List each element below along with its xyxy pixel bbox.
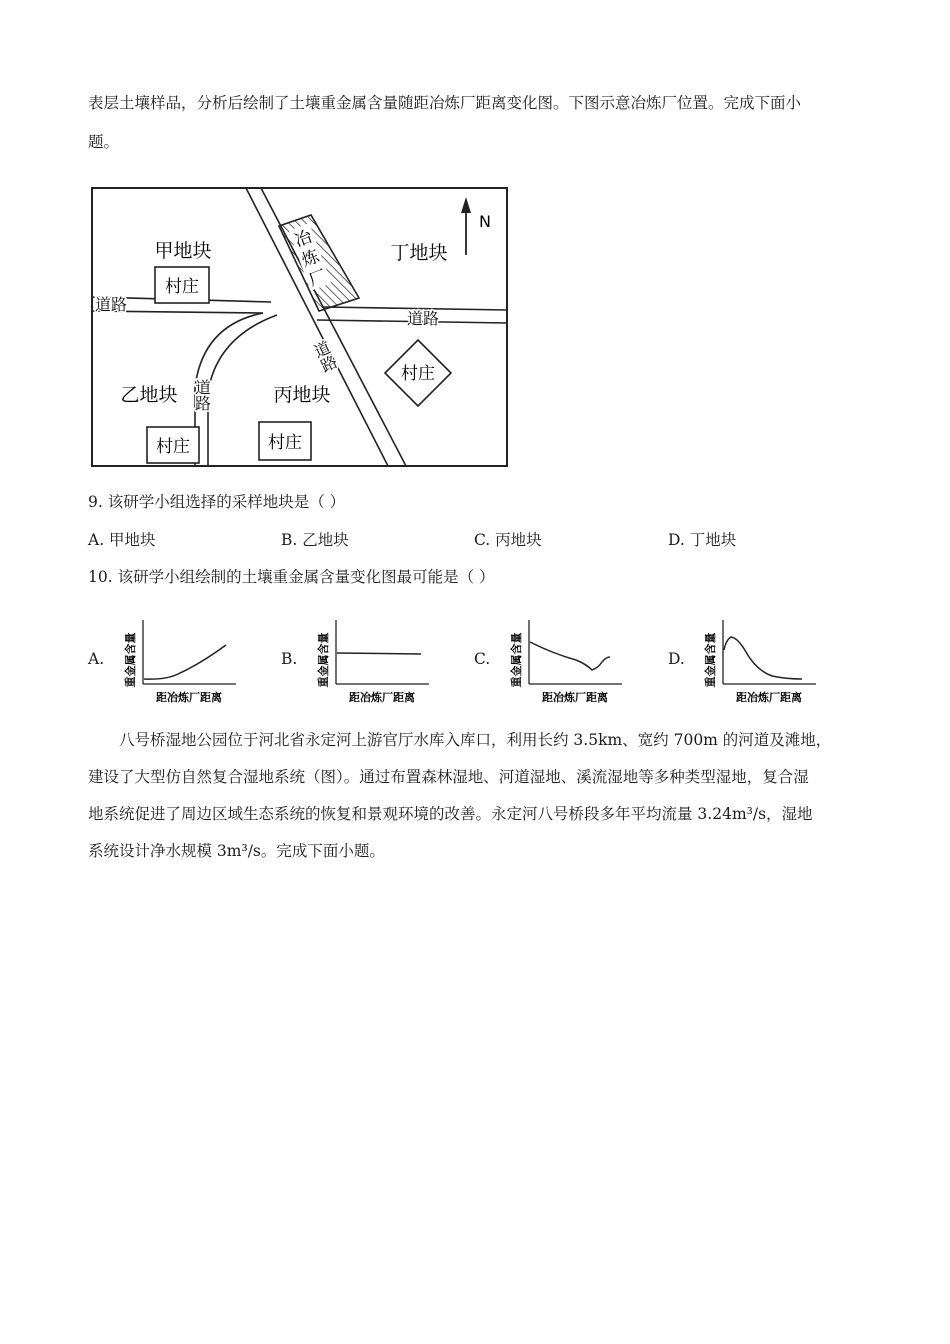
q9-option-b[interactable]: B. 乙地块 <box>281 531 349 549</box>
curve-dip-rise <box>530 642 610 670</box>
q10-option-a-letter[interactable]: A. <box>88 650 105 668</box>
passage-line-4: 系统设计净水规模 3m³/s。完成下面小题。 <box>88 842 385 860</box>
plot-bing-label: 丙地块 <box>273 384 331 406</box>
q9-option-c[interactable]: C. 丙地块 <box>474 531 542 549</box>
q9-option-a[interactable]: A. 甲地块 <box>88 531 156 549</box>
curve-peak-decay <box>724 637 802 679</box>
intro-line-2: 题。 <box>88 133 120 151</box>
smelter-location-map <box>91 187 508 467</box>
q10-option-c-letter[interactable]: C. <box>474 650 491 668</box>
passage-line-3: 地系统促进了周边区域生态系统的恢复和景观环境的改善。永定河八号桥段多年平均流量 3.24m³/s，湿地 <box>88 805 813 823</box>
curve-increasing <box>144 645 226 679</box>
road-label-east: 道路 <box>407 309 440 328</box>
plot-jia-label: 甲地块 <box>154 240 212 262</box>
village-bing <box>259 422 311 460</box>
road-label-west: 道路 <box>95 295 128 314</box>
svg-text:距冶炼厂距离: 距冶炼厂距离 <box>156 691 222 704</box>
q10-option-d-letter[interactable]: D. <box>668 650 685 668</box>
svg-text:距冶炼厂距离: 距冶炼厂距离 <box>736 691 802 704</box>
smelter-label-1: 冶 <box>292 226 315 252</box>
svg-text:重金属含量: 重金属含量 <box>704 632 717 688</box>
svg-text:重金属含量: 重金属含量 <box>124 632 137 688</box>
road-label-diagonal: 道路 <box>309 338 340 376</box>
passage-line-2: 建设了大型仿自然复合湿地系统（图）。通过布置森林湿地、河道湿地、溪流湿地等多种类型湿地，复合湿 <box>88 768 809 786</box>
plot-yi-label: 乙地块 <box>120 384 178 406</box>
svg-text:重金属含量: 重金属含量 <box>510 632 523 688</box>
svg-text:距冶炼厂距离: 距冶炼厂距离 <box>349 691 415 704</box>
village-jia <box>155 267 209 303</box>
curve-flat <box>337 653 421 654</box>
q9-option-d[interactable]: D. 丁地块 <box>668 531 737 549</box>
smelter-label-3: 厂 <box>306 266 330 291</box>
q10-stem: 10. 该研学小组绘制的土壤重金属含量变化图最可能是（ ） <box>88 568 495 586</box>
svg-text:村庄: 村庄 <box>268 433 302 453</box>
q10-option-b-letter[interactable]: B. <box>281 650 298 668</box>
q10-option-a-graph[interactable] <box>118 612 268 707</box>
passage-line-1: 八号桥湿地公园位于河北省永定河上游官厅水库入库口，利用长约 3.5km、宽约 700m 的河道及滩地， <box>119 731 832 749</box>
svg-text:村庄: 村庄 <box>165 277 199 297</box>
smelter-label-2: 炼 <box>299 246 323 272</box>
q9-stem: 9. 该研学小组选择的采样地块是（ ） <box>88 493 346 511</box>
q10-option-b-graph[interactable] <box>311 612 461 707</box>
plot-ding-label: 丁地块 <box>390 242 448 264</box>
north-label: N <box>479 212 491 231</box>
svg-text:重金属含量: 重金属含量 <box>317 632 330 688</box>
road-label-south: 道路 <box>192 379 212 411</box>
svg-text:村庄: 村庄 <box>156 437 190 457</box>
intro-line-1: 表层土壤样品，分析后绘制了土壤重金属含量随距冶炼厂距离变化图。下图示意冶炼厂位置。完成下面小 <box>88 94 802 112</box>
village-yi <box>147 427 199 463</box>
q10-option-d-graph[interactable] <box>698 612 848 707</box>
svg-text:村庄: 村庄 <box>401 364 435 384</box>
svg-text:距冶炼厂距离: 距冶炼厂距离 <box>542 691 608 704</box>
q10-option-c-graph[interactable] <box>504 612 654 707</box>
